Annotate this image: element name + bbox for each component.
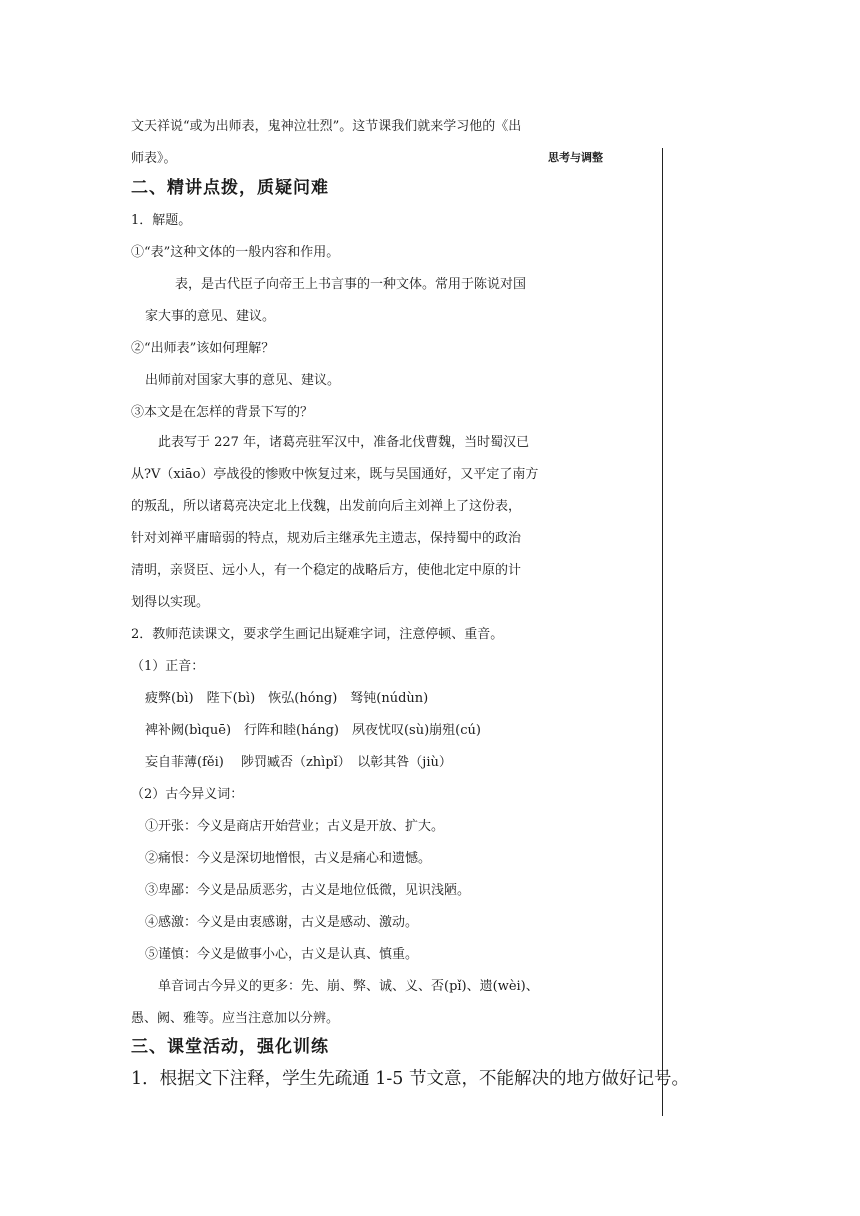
question-text: ②“出师表”该如何理解？ <box>131 341 275 356</box>
subsection-title: （2）古今异义词： <box>131 787 244 802</box>
background-paragraph-line: 的叛乱，所以诸葛亮决定北上伐魏，出发前向后主刘禅上了这份表， <box>131 499 522 514</box>
list-item: 2．教师范读课文，要求学生画记出疑难字词，注意停顿、重音。 <box>131 627 504 642</box>
ancient-meaning-item: ⑤谨慎：今义是做事小心，古义是认真、慎重。 <box>145 947 419 962</box>
background-paragraph-line: 此表写于 227 年，诸葛亮驻军汉中，准备北伐曹魏，当时蜀汉已 <box>158 435 530 450</box>
answer-text: 家大事的意见、建议。 <box>145 309 276 324</box>
subsection-title: （1）正音： <box>131 659 205 674</box>
intro-line: 文天祥说“或为出师表，鬼神泣壮烈”。这节课我们就来学习他的《出 <box>131 119 522 134</box>
note-line: 单音词古今异义的更多：先、崩、弊、诚、义、否(pǐ)、遗(wèi)、 <box>158 979 539 994</box>
question-text: ③本文是在怎样的背景下写的？ <box>131 405 314 420</box>
background-paragraph-line: 针对刘禅平庸暗弱的特点，规劝后主继承先主遗志，保持蜀中的政治 <box>131 531 522 546</box>
section-heading: 二、精讲点拨，质疑问难 <box>131 178 329 198</box>
note-line: 愚、阙、雅等。应当注意加以分辨。 <box>131 1011 340 1026</box>
pronunciation-line: 疲弊(bì) 陛下(bì) 恢弘(hóng) 驽钝(núdùn) <box>145 691 429 706</box>
background-paragraph-line: 从?V（xiāo）亭战役的惨败中恢复过来，既与吴国通好，又平定了南方 <box>131 467 539 482</box>
ancient-meaning-item: ③卑鄙：今义是品质恶劣，古义是地位低微，见识浅陋。 <box>145 883 471 898</box>
pronunciation-line: 妄自菲薄(fěi) 陟罚臧否（zhìpǐ） 以彰其咎（jiù） <box>145 755 452 770</box>
list-item: 1．解题。 <box>131 213 192 228</box>
answer-text: 表，是古代臣子向帝王上书言事的一种文体。常用于陈说对国 <box>175 277 527 292</box>
ancient-meaning-item: ①开张：今义是商店开始营业；古义是开放、扩大。 <box>145 819 445 834</box>
background-paragraph-line: 划得以实现。 <box>131 595 210 610</box>
ancient-meaning-item: ④感激：今义是由衷感谢，古义是感动、激动。 <box>145 915 419 930</box>
ancient-meaning-item: ②痛恨：今义是深切地憎恨，古义是痛心和遗憾。 <box>145 851 432 866</box>
answer-text: 出师前对国家大事的意见、建议。 <box>145 373 341 388</box>
section-heading: 三、课堂活动，强化训练 <box>131 1037 329 1057</box>
intro-line: 师表》。 <box>131 151 177 166</box>
list-item: 1．根据文下注释，学生先疏通 1-5 节文意，不能解决的地方做好记号。 <box>131 1069 689 1089</box>
pronunciation-line: 裨补阙(bìquē) 行阵和睦(háng) 夙夜忧叹(sù)崩殂(cú) <box>145 723 481 738</box>
margin-divider-line <box>662 148 663 1116</box>
side-note-label: 思考与调整 <box>548 151 603 164</box>
question-text: ①“表”这种文体的一般内容和作用。 <box>131 245 340 260</box>
background-paragraph-line: 清明，亲贤臣、远小人，有一个稳定的战略后方，使他北定中原的计 <box>131 563 522 578</box>
